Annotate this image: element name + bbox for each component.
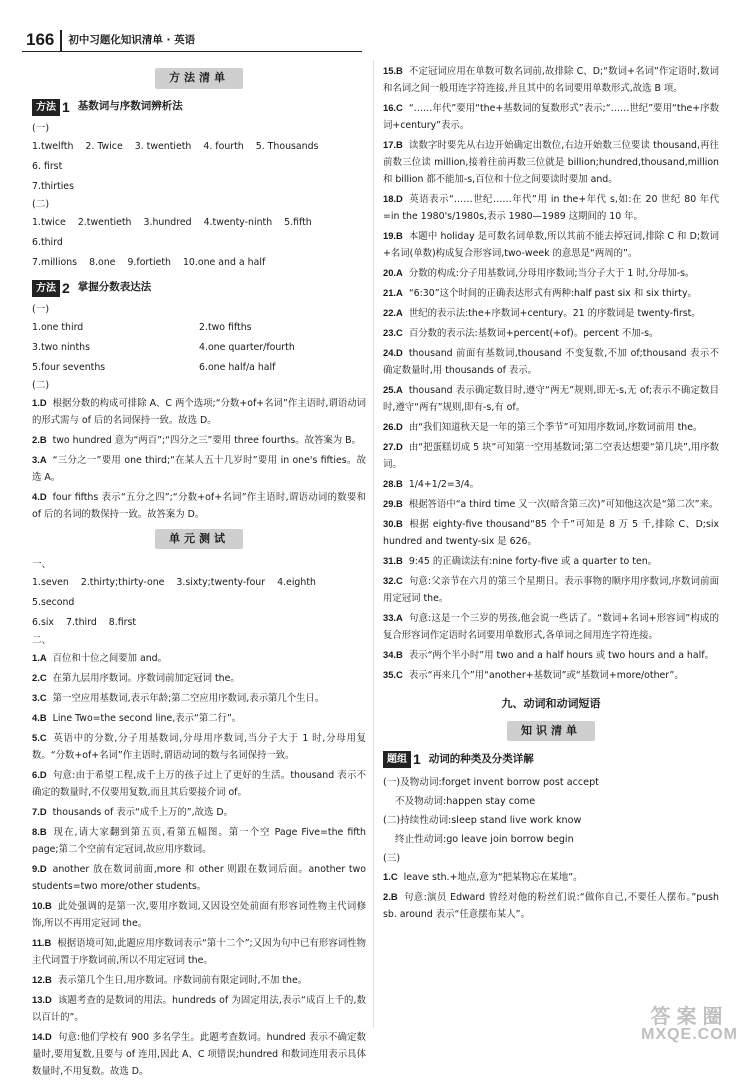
answer-key: 4.D [32, 490, 47, 502]
answer-explanation: 1/4+1/2=3/4。 [408, 479, 480, 490]
answer-key: 3.A [32, 453, 47, 465]
answer-key: 2.B [32, 433, 47, 445]
answer-key: 18.D [383, 193, 403, 204]
answer-item [32, 729, 366, 764]
answer-item [383, 62, 719, 97]
answer-key: 31.B [383, 555, 403, 566]
answer-row: 1.twice 2.twentieth 3.hundred 4.twenty-ninth 5.fifth 6.third [32, 216, 312, 248]
answer-item [383, 868, 719, 886]
answer-explanation: 句意:这是一个三岁的男孩,他会说一些话了。“数词+名词+形容词”构成的复合形容词作定语时名词要用单数形式,各单词之间用连字符连接。 [383, 613, 719, 641]
method-2-heading [32, 278, 366, 299]
answer-item [383, 888, 719, 923]
unit-test-explanations [32, 649, 366, 1080]
answer-key: 22.A [383, 307, 403, 318]
answer-key: 15.B [383, 65, 403, 76]
answer-key: 19.B [383, 230, 403, 241]
answer-item [32, 488, 366, 523]
answer-item [383, 495, 719, 513]
part-label: (一) [32, 122, 50, 134]
answer-key: 17.B [383, 139, 403, 150]
watermark-logo: 答案圈 MXQE.COM [641, 1006, 738, 1043]
answer-explanation: 9:45 的正确读法有:nine forty-five 或 a quarter to ten。 [408, 556, 658, 567]
answer-item [383, 515, 719, 550]
answer-explanation: four fifths 表示“五分之四”;“分数+of+名词”作主语时,谓语动词的数要和 of 后的名词的数保持一致。故答案为 D。 [32, 491, 366, 520]
answer-key: 2.C [32, 672, 47, 683]
answer-explanation: thousand 前面有基数词,thousand 不变复数,不加 of;thousand 表示不确定数量时,用 thousands of 表示。 [383, 348, 719, 376]
answer-key: 14.D [32, 1031, 52, 1042]
answer-explanation: 句意:父亲节在六月的第三个星期日。表示事物的顺序用序数词,序数词前面用定冠词 the。 [383, 576, 719, 604]
answer-key: 12.B [32, 974, 52, 985]
answer-item [383, 284, 719, 302]
part-label: 二、 [32, 635, 52, 646]
answer-key: 2.B [383, 891, 398, 902]
answer-explanation: 分数的构成:分子用基数词,分母用序数词;当分子大于 1 时,分母加-s。 [408, 268, 695, 279]
answer-explanation: 该题考查的是数词的用法。hundreds of 为固定用法,表示“成百上千的,数以百计的”。 [32, 995, 366, 1023]
answer-explanation: 表示第几个生日,用序数词。序数词前有限定词时,不加 the。 [57, 975, 308, 986]
answer-item [32, 689, 366, 707]
answer-explanation: 不定冠词应用在单数可数名词前,故排除 C、D;“数词+名词”作定语时,数词和名词之间一般用连字符连接,并且其中的名词要用单数形式,故选 B 项。 [383, 66, 719, 94]
part-label: 一、 [32, 559, 52, 570]
answer-explanation: “6:30”这个时间的正确表达形式有两种:half past six 和 six thirty。 [408, 288, 697, 299]
answer-key: 9.D [32, 863, 47, 874]
answer-item [383, 646, 719, 664]
part-label: (二) [32, 198, 50, 210]
method-1-heading [32, 97, 366, 118]
page-number: 166 [22, 30, 62, 51]
answer-key: 30.B [383, 518, 403, 529]
fraction-answers: 1.one third 2.two fifths 3.two ninths 4.one quarter/fourth 5.four sevenths 6.one half/a half [32, 321, 295, 373]
answer-key: 11.B [32, 937, 52, 948]
answer-key: 1.C [383, 871, 398, 882]
method-title: 掌握分数表达法 [77, 281, 152, 294]
answer-key: 13.D [32, 994, 52, 1005]
answer-row: 1.twelfth 2. Twice 3. twentieth 4. fourth 5. Thousands 6. first [32, 140, 319, 172]
answer-item [383, 324, 719, 342]
answer-key: 33.A [383, 612, 403, 623]
answer-item [32, 431, 366, 449]
verb-list-line: 终止性动词:go leave join borrow begin [395, 834, 574, 845]
section-title-knowledge: 知识清单 [383, 721, 719, 742]
answer-key: 24.D [383, 347, 403, 358]
answer-key: 35.C [383, 669, 403, 680]
part-label: (一) [32, 303, 50, 315]
answer-item [383, 99, 719, 134]
answer-explanation: 根据 eighty-five thousand“85 个千”可知是 8 万 5 千,排除 C、D;six hundred and twenty-six 是 626。 [383, 519, 719, 547]
answer-explanation: 根据分数的构成可排除 A、C 两个选项;“分数+of+名词”作主语时,谓语动词的形式需与 of 后的名词保持一致。故选 D。 [32, 397, 366, 426]
answer-explanation: 根据语境可知,此题应用序数词表示“第十二个”;又因为句中已有形容词性物主代词置于序数词前,所以不用定冠词 the。 [32, 938, 366, 966]
answer-key: 28.B [383, 478, 403, 489]
verb-list-line: (三) [383, 853, 401, 864]
group-tag: 题组 [383, 751, 411, 768]
method-tag: 方法 [32, 99, 60, 116]
answer-key: 6.D [32, 769, 47, 780]
method-tag: 方法 [32, 280, 60, 297]
answer-item [383, 136, 719, 188]
group-number: 1 [413, 751, 421, 767]
answer-item [32, 451, 366, 486]
verb-list-line: (二)持续性动词:sleep stand live work know [383, 815, 582, 826]
answer-item [32, 709, 366, 727]
answer-explanation: 现在,请大家翻到第五页,看第五幅图。第一个空 Page Five=the fifth page;第二个空前有定冠词,故应用序数词。 [32, 827, 366, 855]
page-header [22, 30, 362, 52]
answer-explanation: another 放在数词前面,more 和 other 则跟在数词后面。another two students=two more/other students。 [32, 864, 366, 892]
answer-item [32, 991, 366, 1026]
answer-explanation: 由“我们知道秋天是一年的第三个季节”可知用序数词,序数词前用 the。 [408, 422, 703, 433]
answer-key: 10.B [32, 900, 52, 911]
group-1-explanations [383, 868, 719, 923]
unit-test-explanations-continued [383, 62, 719, 684]
column-divider [373, 60, 374, 1028]
answer-key: 20.A [383, 267, 403, 278]
answer-item [383, 227, 719, 262]
answer-key: 16.C [383, 102, 403, 113]
answer-explanation: 本题中 holiday 是可数名词单数,所以其前不能去掉冠词,排除 C 和 D;数词+名词(单数)构成复合形容词,two-week 的意思是“两周的”。 [383, 231, 719, 259]
answer-explanation: 百位和十位之间要加 and。 [52, 653, 167, 664]
answer-item [32, 1028, 366, 1080]
answer-explanation: leave sth.+地点,意为“把某物忘在某地”。 [403, 872, 583, 883]
verb-list-line: (一)及物动词:forget invent borrow post accept [383, 777, 599, 788]
answer-row: 6.six 7.third 8.first [32, 617, 137, 628]
answer-key: 34.B [383, 649, 403, 660]
chapter-title: 九、动词和动词短语 [501, 697, 601, 710]
group-title: 动词的种类及分类详解 [428, 752, 534, 765]
answer-explanation: two hundred 意为“两百”;“四分之三”要用 three fourths。故答案为 B。 [52, 434, 361, 446]
answer-explanation: thousands of 表示“成千上万的”,故选 D。 [52, 807, 233, 818]
answer-key: 7.D [32, 806, 47, 817]
answer-item [32, 934, 366, 969]
answer-item [32, 766, 366, 801]
answer-key: 1.D [32, 396, 47, 408]
answer-key: 4.B [32, 712, 47, 723]
answer-row: 7.millions 8.one 9.fortieth 10.one and a half [32, 256, 266, 268]
method-number: 1 [62, 98, 70, 115]
answer-key: 25.A [383, 384, 403, 395]
answer-key: 26.D [383, 421, 403, 432]
answer-explanation: 表示“两个半小时”用 two and a half hours 或 two hours and a half。 [408, 650, 714, 661]
answer-key: 29.B [383, 498, 403, 509]
answer-item [383, 264, 719, 282]
method-title: 基数词与序数词辨析法 [77, 100, 183, 113]
answer-explanation: “三分之一”要用 one third;“在某人五十几岁时”要用 in one's fifties。故选 A。 [32, 454, 366, 483]
answer-item [383, 666, 719, 684]
answer-explanation: 世纪的表示法:the+序数词+century。21 的序数词是 twenty-first。 [408, 308, 701, 319]
answer-key: 21.A [383, 287, 403, 298]
answer-explanation: “……年代”要用“the+基数词的复数形式”表示;“……世纪”要用“the+序数词+century”表示。 [383, 103, 719, 131]
answer-item [383, 475, 719, 493]
answer-item [383, 344, 719, 379]
part-label: (二) [32, 379, 50, 391]
answer-key: 27.D [383, 441, 403, 452]
answer-item [383, 572, 719, 607]
section-title-unit-test: 单元测试 [32, 529, 366, 550]
answer-item [383, 418, 719, 436]
answer-explanation: 百分数的表示法:基数词+percent(+of)。percent 不加-s。 [408, 328, 659, 339]
answer-item [383, 552, 719, 570]
answer-item [32, 649, 366, 667]
answer-item [383, 438, 719, 473]
method-number: 2 [62, 279, 70, 296]
answer-item [32, 823, 366, 858]
answer-explanation: 表示“再来几个”用“another+基数词”或“基数词+more/other”。 [408, 670, 684, 681]
answer-explanation: 英语表示“……世纪……年代”用 in the+年代 s,如:在 20 世纪 80 年代=in the 1980's/1980s,表示 1980—1989 这期间的 10 年。 [383, 194, 719, 222]
answer-explanation: 句意:由于希望工程,成千上万的孩子过上了更好的生活。thousand 表示不确定的数量时,不仅要用复数,而且其后要接介词 of。 [32, 770, 366, 798]
answer-item [383, 304, 719, 322]
left-column [32, 62, 366, 1082]
answer-explanation: 此处强调的是第一次,要用序数词,又因设空处前面有形容词性物主代词修饰,所以不再用定冠词 the。 [32, 901, 366, 929]
answer-key: 32.C [383, 575, 403, 586]
answer-key: 3.C [32, 692, 47, 703]
book-title: 初中习题化知识清单 · 英语 [68, 34, 196, 47]
answer-item [32, 860, 366, 895]
group-1-heading [383, 749, 719, 770]
answer-explanation: thousand 表示确定数目时,遵守“两无”规则,即无-s,无 of;表示不确定数目时,遵守“两有”规则,即有-s,有 of。 [383, 385, 719, 413]
answer-item [32, 897, 366, 932]
answer-explanation: 读数字时要先从右边开始确定出数位,右边开始数三位要读 thousand,再往前数三位读 million,接着往前再数三位就是 billion;hundred,thousand,million 和 billion 都不能加-s,百位和十位之间要读时要加 and。 [383, 140, 719, 185]
section-title-methods: 方法清单 [32, 68, 366, 89]
method-2-explanations [32, 394, 366, 523]
answer-item [32, 669, 366, 687]
answer-explanation: 第一空应用基数词,表示年龄;第二空应用序数词,表示第几个生日。 [52, 693, 325, 704]
right-column [383, 62, 719, 925]
answer-explanation: 英语中的分数,分子用基数词,分母用序数词,当分子大于 1 时,分母用复数。“分数+of+名词”作主语时,谓语动词的数与名词保持一致。 [32, 733, 366, 761]
answer-item [383, 381, 719, 416]
answer-explanation: Line Two=the second line,表示“第二行”。 [52, 713, 242, 724]
answer-explanation: 在第九层用序数词。序数词前加定冠词 the。 [52, 673, 240, 684]
verb-list-line: 不及物动词:happen stay come [395, 796, 536, 807]
answer-explanation: 由“把蛋糕切成 5 块”可知第一空用基数词;第二空表达想要“第几块”,用序数词。 [383, 442, 719, 470]
answer-key: 23.C [383, 327, 403, 338]
answer-explanation: 句意:他们学校有 900 多名学生。此题考查数词。hundred 表示不确定数量时,要用复数,且要与 of 连用,因此 A、C 项错误;hundred 和数词连用表示具体数量时,不用复数。故选 D。 [32, 1032, 366, 1077]
answer-key: 8.B [32, 826, 47, 837]
answer-item [32, 394, 366, 429]
answer-item [383, 190, 719, 225]
answer-row: 1.seven 2.thirty;thirty-one 3.sixty;twenty-four 4.eighth 5.second [32, 577, 316, 608]
answer-row: 7.thirties [32, 180, 74, 192]
answer-explanation: 句意:演员 Edward 曾经对他的粉丝们说:“做你自己,不要任人摆布。”push sb. around 表示“任意摆布某人”。 [383, 892, 719, 920]
answer-item [32, 803, 366, 821]
answer-item [32, 971, 366, 989]
answer-key: 5.C [32, 732, 47, 743]
answer-explanation: 根据答语中“a third time 又一次(暗含第三次)”可知他这次是“第二次”来。 [408, 499, 719, 510]
answer-item [383, 609, 719, 644]
answer-key: 1.A [32, 652, 47, 663]
